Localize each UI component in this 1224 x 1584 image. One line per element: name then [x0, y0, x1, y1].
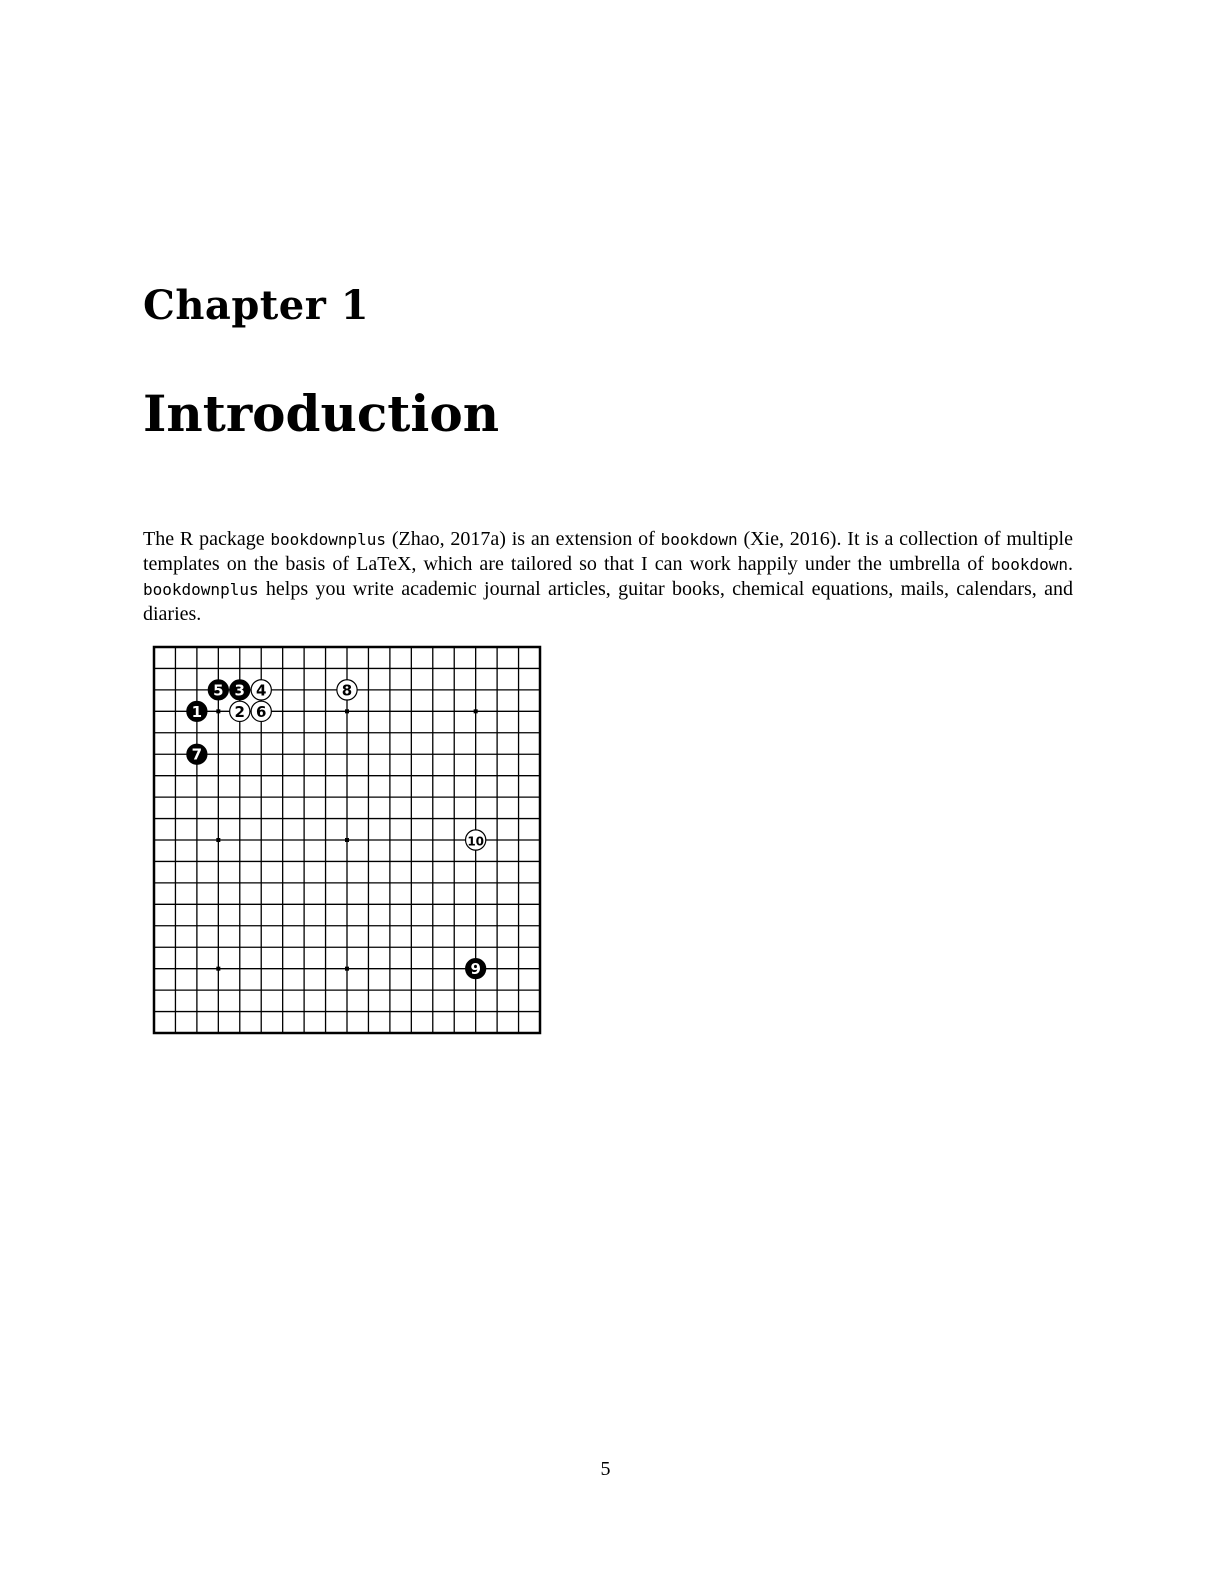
- star-point: [216, 967, 220, 971]
- move-number-10: 10: [467, 834, 485, 849]
- star-point: [345, 967, 349, 971]
- text-segment: helps you write academic journal articles, guitar books, chemical equations, mails, calendars, and diaries.: [143, 578, 1073, 625]
- move-number-1: 1: [191, 702, 203, 721]
- move-number-5: 5: [213, 681, 224, 700]
- intro-paragraph: [143, 527, 1073, 626]
- move-number-7: 7: [191, 745, 203, 764]
- package-name-bookdownplus: bookdownplus: [143, 580, 259, 599]
- move-number-4: 4: [256, 681, 267, 700]
- move-number-2: 2: [234, 702, 245, 721]
- go-board-diagram: [150, 643, 544, 1037]
- package-name-bookdown: bookdown: [660, 530, 738, 549]
- text-segment: The R package: [143, 528, 271, 550]
- package-name-bookdownplus: bookdownplus: [270, 530, 386, 549]
- move-number-3: 3: [234, 681, 245, 700]
- star-point: [474, 709, 478, 713]
- star-point: [216, 709, 220, 713]
- page-number: 5: [600, 1458, 611, 1480]
- chapter-title: Introduction: [143, 384, 500, 443]
- package-name-bookdown: bookdown: [990, 555, 1068, 574]
- chapter-label: Chapter 1: [143, 282, 370, 329]
- text-segment: (Xie, 2016). It is a collection of multiple templates on the basis of LaTeX, which are tailored so that I can work happily under the umbrella of: [143, 528, 1073, 575]
- move-number-9: 9: [470, 960, 481, 979]
- move-number-8: 8: [341, 681, 353, 700]
- star-point: [216, 838, 220, 842]
- star-point: [345, 838, 349, 842]
- text-segment: .: [1068, 553, 1073, 575]
- text-segment: (Zhao, 2017a) is an extension of: [386, 528, 661, 550]
- star-point: [345, 709, 349, 713]
- move-number-6: 6: [256, 702, 267, 721]
